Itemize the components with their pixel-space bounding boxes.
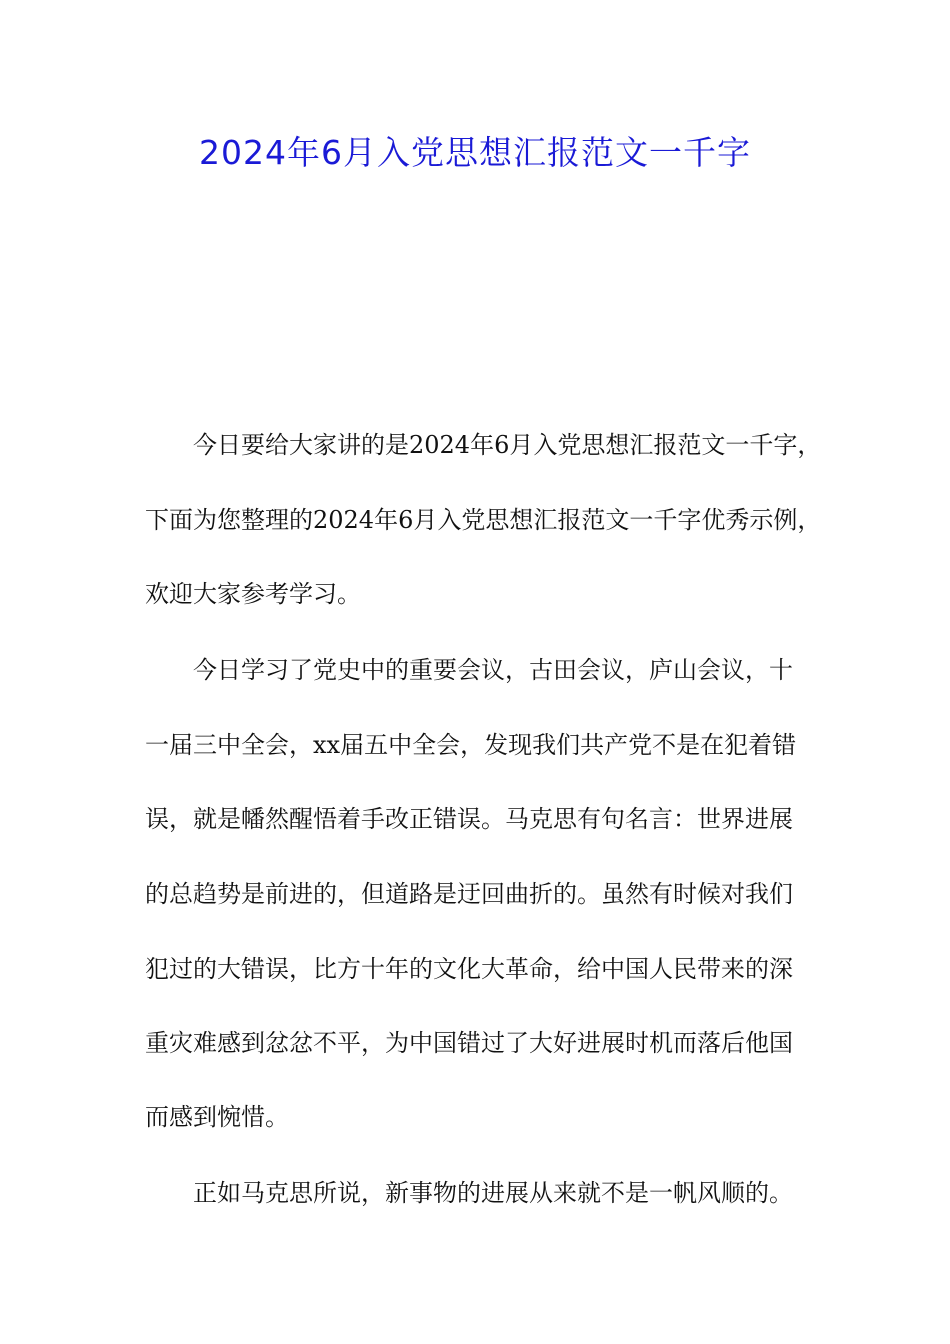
paragraph-2-line-2: 一届三中全会，xx届五中全会，发现我们共产党不是在犯着错: [145, 731, 797, 759]
paragraph-2-line-5: 犯过的大错误，比方十年的文化大革命，给中国人民带来的深: [145, 955, 793, 983]
paragraph-2-line-1: 今日学习了党史中的重要会议，古田会议，庐山会议，十: [193, 656, 793, 684]
paragraph-1-line-2: 下面为您整理的2024年6月入党思想汇报范文一千字优秀示例，: [145, 506, 822, 534]
paragraph-2-line-4: 的总趋势是前进的，但道路是迂回曲折的。虽然有时候对我们: [145, 880, 793, 908]
paragraph-2-line-3: 误，就是幡然醒悟着手改正错误。马克思有句名言：世界进展: [145, 805, 793, 833]
document-title: 2024年6月入党思想汇报范文一千字: [199, 133, 751, 172]
paragraph-1-line-3: 欢迎大家参考学习。: [145, 580, 361, 608]
paragraph-2-line-6: 重灾难感到忿忿不平，为中国错过了大好进展时机而落后他国: [145, 1029, 793, 1057]
paragraph-2-line-7: 而感到惋惜。: [145, 1103, 289, 1131]
paragraph-1-line-1: 今日要给大家讲的是2024年6月入党思想汇报范文一千字，: [193, 431, 822, 459]
paragraph-3-line-1: 正如马克思所说，新事物的进展从来就不是一帆风顺的。: [193, 1179, 793, 1207]
